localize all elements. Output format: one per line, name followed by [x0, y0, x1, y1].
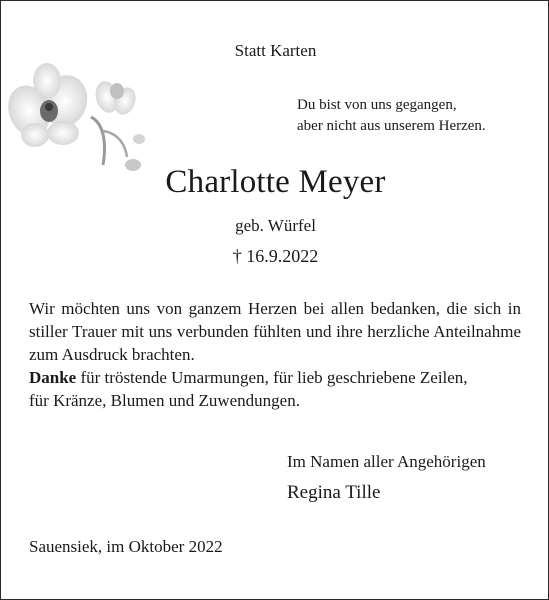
memorial-quote: [297, 95, 486, 137]
signature-intro: Im Namen aller Angehörigen: [287, 452, 486, 471]
signature-name: Regina Tille: [287, 482, 381, 503]
deceased-name: Charlotte Meyer: [165, 164, 386, 200]
thanks-line: [29, 366, 521, 389]
quote-line: Du bist von uns gegangen,: [297, 97, 457, 113]
message-paragraph: Wir möchten uns von ganzem Herzen bei allen bedanken, die sich in stiller Trauer mit uns verbunden fühlten und ihre herzliche Anteilnahme zum Ausdruck brachten.: [29, 299, 521, 364]
death-date: † 16.9.2022: [232, 246, 319, 266]
thanks-message: [29, 297, 521, 412]
orchid-icon: [7, 61, 157, 171]
thanks-line-text: für tröstende Umarmungen, für lieb geschriebene Zeilen,: [76, 368, 468, 387]
quote-line: aber nicht aus unserem Herzen.: [297, 118, 486, 134]
thanks-bold: Danke: [29, 368, 77, 387]
thanks-line: für Kränze, Blumen und Zuwendungen.: [29, 391, 300, 410]
header-text: Statt Karten: [234, 41, 317, 60]
birth-name: geb. Würfel: [235, 216, 316, 235]
place-date: Sauensiek, im Oktober 2022: [29, 537, 223, 556]
